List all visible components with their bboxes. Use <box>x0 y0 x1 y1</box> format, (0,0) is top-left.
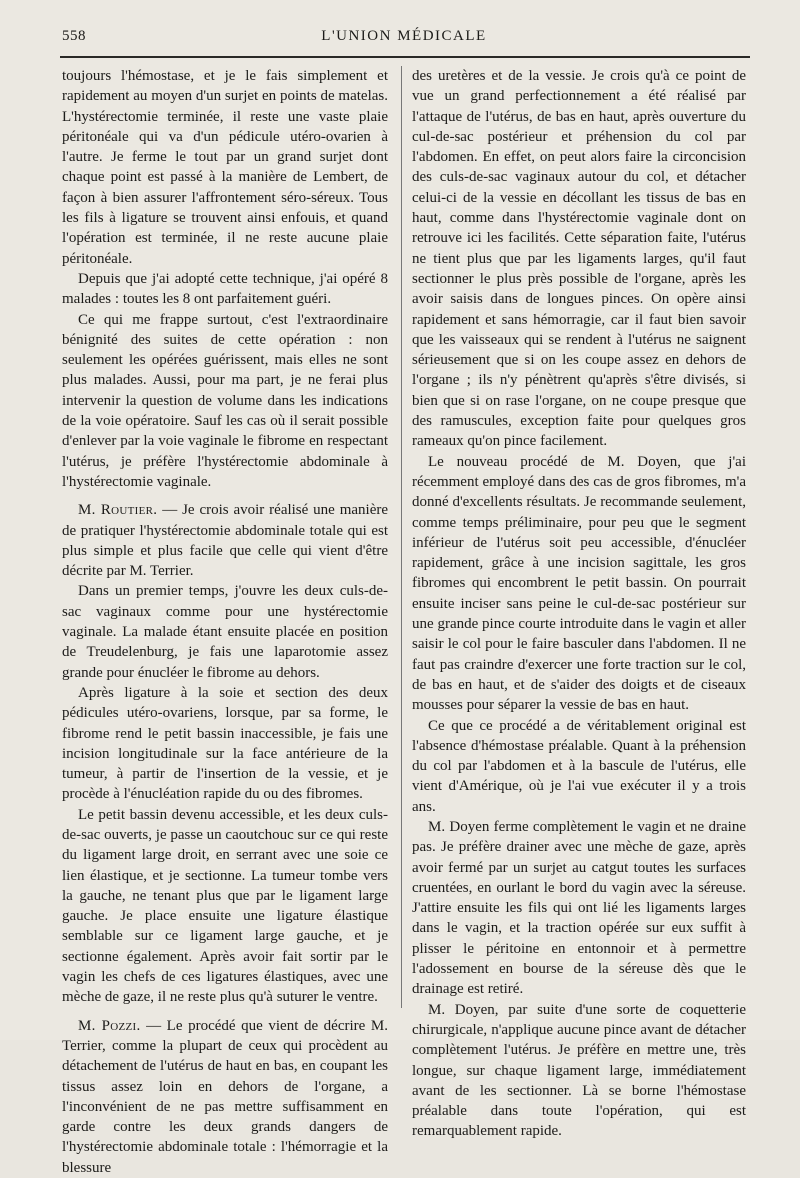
speech-text: — Le procédé que vient de décrire M. Terrier, comme la plupart de ceux qui procèdent au détachement de l'utérus de haut en bas, en coupant les tissus assez loin en dehors de l'organe, a l'inconvénient de ne pas mettre suffisamment en garde contre les deux grands dangers de l'hystérectomie abdominale totale : l'hémorragie et la blessure <box>62 1017 388 1176</box>
paragraph: Ce qui me frappe surtout, c'est l'extraordinaire bénignité des suites de cette opération : non seulement les opérées guérissent, mais elles ne sont plus malades. Aussi, pour ma part, je ne ferai plus intervenir la question de volume dans les indications de la voie opératoire. Sauf les cas où il serait possible d'enlever par la voie vaginale le fibrome en respectant l'utérus, je préfère l'hystérectomie abdominale à l'hystérectomie vaginale. <box>62 311 388 490</box>
paragraph: des uretères et de la vessie. Je crois qu'à ce point de vue un grand perfectionnement a été réalisé par l'attaque de l'utérus, de bas en haut, après ouverture du cul-de-sac postérieur et préhension du col par l'abdomen. En effet, on peut alors faire la circoncision des culs-de-sac vaginaux autour du col, et détacher celui-ci de la vessie en décollant les tissus de bas en haut, comme dans l'hystérectomie vaginale dont on retrouve ici les facilités. Cette séparation faite, l'utérus ne tient plus que par les ligaments larges, qu'il faut sectionner le plus près possible de l'organe, après les avoir saisis dans de longues pinces. On opère ainsi rapidement et sans hémorragie, car il faut bien savoir que les vaisseaux qui se rendent à l'utérus ne saignent sérieusement que si on les coupe assez en dehors de l'organe ; ils n'y pénètrent qu'après s'être divisés, si bien que si on rase l'organe, on ne coupe presque que des ramuscules, exception faite pour quelques gros rameaux qu'on pince facilement. <box>412 68 746 450</box>
header-rule <box>60 56 750 58</box>
paragraph: M. Doyen, par suite d'une sorte de coquetterie chirurgicale, n'applique aucune pince avant de détacher complètement l'utérus. Je préfère en mettre une, très longue, sur chaque ligament large, immédiatement avant de les sectionner. Là se borne l'hémostase préalable dans toute l'opération, qui est remarquablement rapide. <box>412 1001 746 1140</box>
paragraph: toujours l'hémostase, et je le fais simplement et rapidement au moyen d'un surjet en points de matelas. L'hystérectomie terminée, il reste une vaste plaie péritonéale qui va d'un pédicule utéro-ovarien à l'autre. Je ferme le tout par un grand surjet dont chaque point est passé à la manière de Lembert, de façon à bien assurer l'affrontement séro-séreux. Tous les fils à ligature se trouvent ainsi enfouis, et quand l'opération est terminée, il ne reste aucune plaie péritonéale. <box>62 68 388 267</box>
page-number: 558 <box>62 28 86 44</box>
paragraph: Depuis que j'ai adopté cette technique, j'ai opéré 8 malades : toutes les 8 ont parfaitement guéri. <box>62 270 388 308</box>
speaker-name: M. Routier. <box>78 502 158 519</box>
paragraph: M. Doyen ferme complètement le vagin et ne draine pas. Je préfère drainer avec une mèche de gaze, après avoir fermé par un surjet au catgut toutes les surfaces cruentées, en ourlant le bord du vagin avec la séreuse. J'attire ensuite les fils qui ont lié les ligaments larges dans le vagin, et la traction opérée sur eux suffit à plisser le péritoine en entonnoir et à permettre l'adossement en bourse de la séreuse dès que le drainage est retiré. <box>412 818 746 998</box>
left-column <box>62 66 388 1178</box>
column-divider <box>401 66 402 1008</box>
paragraph: Dans un premier temps, j'ouvre les deux culs-de-sac vaginaux comme pour une hystérectomie vaginale. La malade étant ensuite placée en position de Treudelenburg, je fais une laparotomie assez grande pour énucléer le fibrome au dehors. <box>62 583 388 681</box>
right-column <box>412 66 746 1142</box>
paragraph: Le petit bassin devenu accessible, et les deux culs-de-sac ouverts, je passe un caoutchouc sur ce qui reste du ligament large droit, en serrant avec une soie ce lien élastique, et je sectionne. La tumeur tombe vers la gauche, ne tenant plus que par le ligament large gauche. Je place ensuite une ligature élastique semblable sur ce ligament large gauche, et je sectionne également. Après avoir fait sortir par le vagin les chefs de ces ligatures élastiques, avec une mèche de gaze, il ne reste plus qu'à suturer le ventre. <box>62 806 388 1006</box>
page-header <box>62 28 746 50</box>
paragraph: Après ligature à la soie et section des deux pédicules utéro-ovariens, lorsque, par sa forme, le fibrome rend le petit bassin inaccessible, je fais une incision longitudinale sur la face antérieure de la tumeur, à partir de l'insertion de la vessie, et je procède à l'énucléation rapide du ou des fibromes. <box>62 684 388 803</box>
paragraph: Ce que ce procédé a de véritablement original est l'absence d'hémostase préalable. Quant à la préhension du col par l'abdomen et à la bascule de l'utérus, elle vient d'Amérique, où je l'ai vue exécuter il y a trois ans. <box>412 717 746 815</box>
speech-text: — Je crois avoir réalisé une manière de pratiquer l'hystérectomie abdominale totale qui est plus simple et plus facile que celle qui vient d'être décrite par M. Terrier. <box>62 502 389 580</box>
speaker-name: M. Pozzi. <box>78 1017 141 1034</box>
journal-title: L'UNION MÉDICALE <box>321 28 487 44</box>
paragraph-pozzi <box>62 1016 388 1178</box>
paragraph-routier <box>62 500 388 581</box>
paragraph: Le nouveau procédé de M. Doyen, que j'ai récemment employé dans des cas de gros fibromes, m'a donné d'excellents résultats. Je recommande seulement, comme temps préliminaire, pour peu que le segment inférieur de l'utérus soit peu accessible, d'énucléer rapidement, grâce à une incision sagittale, les gros fibromes qui encombrent le petit bassin. On pourrait ensuite inciser sans peine le cul-de-sac postérieur sur une grande pince courte introduite dans le vagin et aller saisir le col pour le faire basculer dans l'abdomen. Il ne faut pas craindre d'exercer une forte traction sur le col, de bas en haut, et de s'aider des doigts et de ciseaux mousses pour séparer la vessie de bas en haut. <box>412 453 746 714</box>
